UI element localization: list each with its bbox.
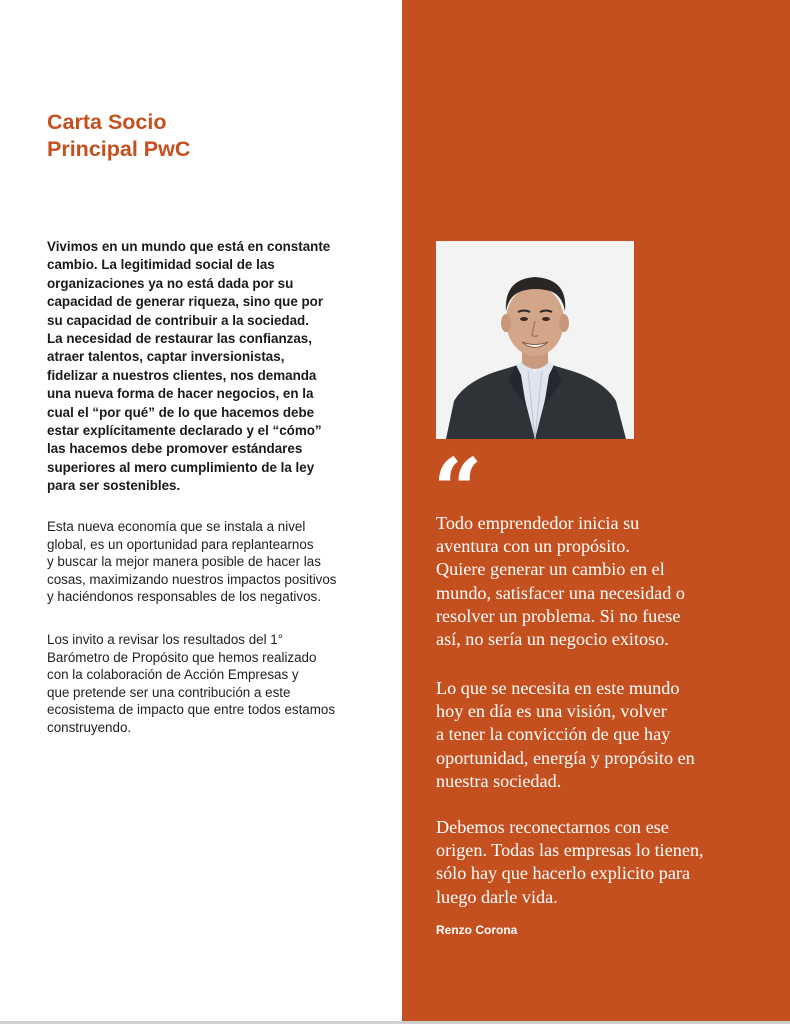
quote-line: Quiere generar un cambio en el <box>436 559 665 580</box>
intro-line: para ser sostenibles. <box>47 478 181 494</box>
body-line: Barómetro de Propósito que hemos realizado <box>47 649 317 665</box>
intro-line: Vivimos en un mundo que está en constante <box>47 239 331 254</box>
intro-line: su capacidad de contribuir a la sociedad. <box>47 312 309 328</box>
intro-line: atraer talentos, captar inversionistas, <box>47 349 285 365</box>
intro-paragraph <box>47 238 392 496</box>
body-line: con la colaboración de Acción Empresas y <box>47 667 299 683</box>
quote-line: oportunidad, energía y propósito en <box>436 747 695 768</box>
intro-line: fidelizar a nuestros clientes, nos demanda <box>47 367 317 383</box>
intro-line: las hacemos debe promover estándares <box>47 441 303 457</box>
page-title-line-2: Principal PwC <box>47 137 191 161</box>
quote-line: así, no sería un negocio exitoso. <box>436 629 669 650</box>
quote-open-icon: “ <box>433 440 483 541</box>
quote-line: a tener la convicción de que hay <box>436 724 671 745</box>
body-line: ecosistema de impacto que entre todos estamos <box>47 702 336 718</box>
quote-line: origen. Todas las empresas lo tienen, <box>436 840 704 861</box>
intro-line: La necesidad de restaurar las confianzas, <box>47 331 312 347</box>
intro-line: cual el “por qué” de lo que hacemos debe <box>47 404 315 420</box>
intro-line: una nueva forma de hacer negocios, en la <box>47 386 314 402</box>
body-line: que pretende ser una contribución a este <box>47 684 291 700</box>
intro-line: capacidad de generar riqueza, sino que por <box>47 294 324 310</box>
page-title <box>47 109 190 163</box>
quote-line: resolver un problema. Si no fuese <box>436 605 681 626</box>
quote-line: mundo, satisfacer una necesidad o <box>436 582 685 603</box>
body-paragraph-2 <box>47 631 392 737</box>
body-paragraph-1 <box>47 518 392 606</box>
quote-line: aventura con un propósito. <box>436 536 630 557</box>
body-line: construyendo. <box>47 719 132 735</box>
body-line: Los invito a revisar los resultados del 1° <box>47 632 284 647</box>
quote-line: luego darle vida. <box>436 886 558 907</box>
quote-line: nuestra sociedad. <box>436 770 562 791</box>
quote-line: Lo que se necesita en este mundo <box>436 678 680 698</box>
quote-paragraph-1 <box>436 512 776 651</box>
body-line: y haciéndonos responsables de los negativos. <box>47 589 321 605</box>
intro-line: cambio. La legitimidad social de las <box>47 257 275 273</box>
body-line: Esta nueva economía que se instala a nivel <box>47 519 306 534</box>
quote-line: sólo hay que hacerlo explicito para <box>436 863 691 884</box>
quote-line: Debemos reconectarnos con ese <box>436 817 669 837</box>
quote-line: Todo emprendedor inicia su <box>436 513 640 533</box>
intro-line: organizaciones ya no está dada por su <box>47 275 294 291</box>
quote-paragraph-2 <box>436 677 776 793</box>
intro-line: superiores al mero cumplimiento de la ley <box>47 459 315 475</box>
body-line: cosas, maximizando nuestros impactos positivos <box>47 571 337 587</box>
quote-paragraph-3 <box>436 816 776 909</box>
portrait-photo <box>436 241 634 439</box>
quote-author: Renzo Corona <box>436 923 518 937</box>
body-line: y buscar la mejor manera posible de hacer las <box>47 554 321 570</box>
quote-line: hoy en día es una visión, volver <box>436 701 667 722</box>
intro-line: estar explícitamente declarado y el “cómo” <box>47 423 322 439</box>
page-title-line-1: Carta Socio <box>47 110 167 134</box>
body-line: global, es un oportunidad para replantearnos <box>47 536 314 552</box>
